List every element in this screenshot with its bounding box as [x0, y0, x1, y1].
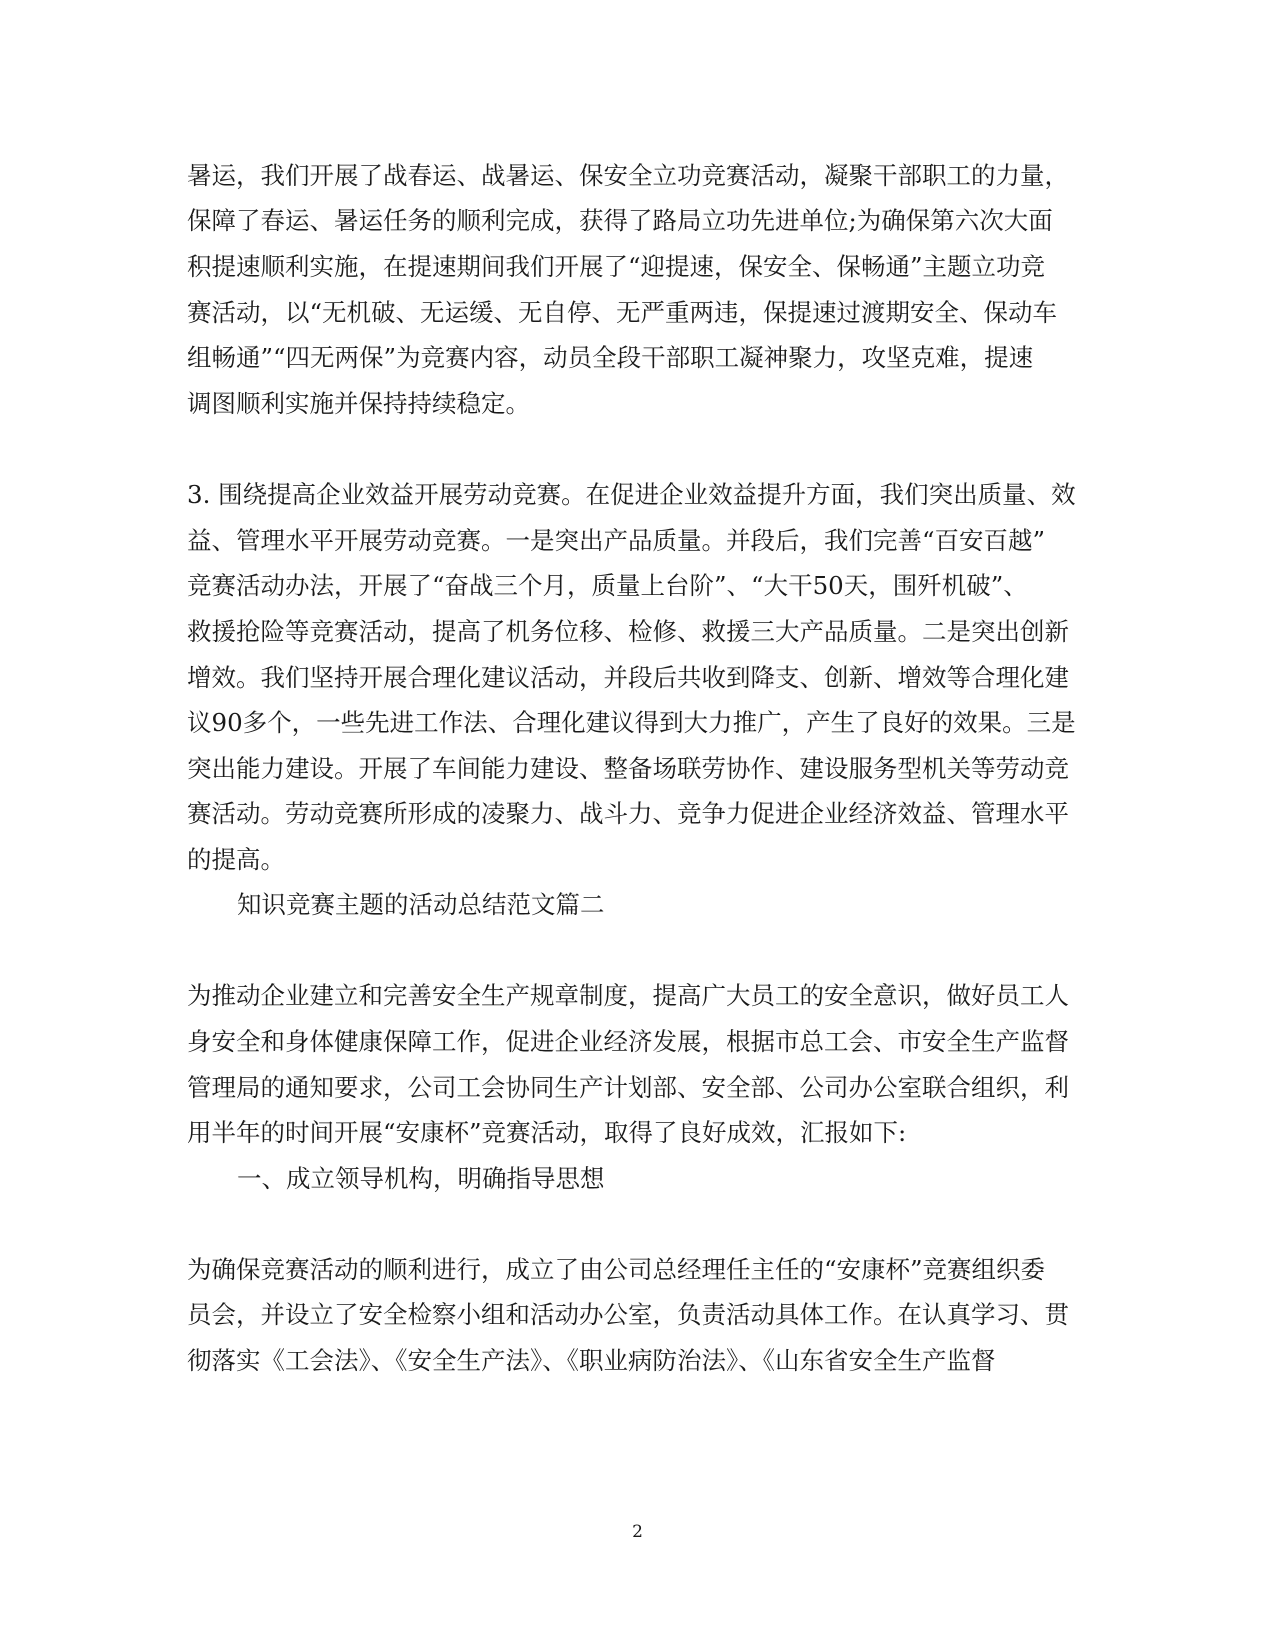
- text-line: 组畅通”“四无两保”为竞赛内容，动员全段干部职工凝神聚力，攻坚克难，提速: [187, 343, 1034, 372]
- text-line: 议90多个，一些先进工作法、合理化建议得到大力推广，产生了良好的效果。三是: [187, 708, 1076, 737]
- page-number: 2: [632, 1522, 643, 1542]
- text-line: 竞赛活动办法，开展了“奋战三个月，质量上台阶”、“大干50天，围歼机破”、: [187, 571, 1028, 600]
- text-line: 益、管理水平开展劳动竞赛。一是突出产品质量。并段后，我们完善“百安百越”: [187, 526, 1046, 555]
- text-line: 救援抢险等竞赛活动，提高了机务位移、检修、救援三大产品质量。二是突出创新: [187, 617, 1069, 646]
- subsection-heading: 一、成立领导机构，明确指导思想: [237, 1164, 605, 1193]
- text-line: 暑运，我们开展了战春运、战暑运、保安全立功竞赛活动，凝聚干部职工的力量，: [187, 161, 1069, 190]
- text-line: 调图顺利实施并保持持续稳定。: [187, 389, 530, 418]
- text-line: 为确保竞赛活动的顺利进行，成立了由公司总经理任主任的“安康杯”竞赛组织委: [187, 1255, 1046, 1284]
- text-line: 为推动企业建立和完善安全生产规章制度，提高广大员工的安全意识，做好员工人: [187, 981, 1069, 1010]
- section-heading: 知识竞赛主题的活动总结范文篇二: [237, 890, 605, 919]
- text-line: 突出能力建设。开展了车间能力建设、整备场联劳协作、建设服务型机关等劳动竞: [187, 754, 1069, 783]
- text-line: 管理局的通知要求，公司工会协同生产计划部、安全部、公司办公室联合组织，利: [187, 1073, 1069, 1102]
- text-line: 赛活动。劳动竞赛所形成的凌聚力、战斗力、竞争力促进企业经济效益、管理水平: [187, 799, 1069, 828]
- text-line: 3. 围绕提高企业效益开展劳动竞赛。在促进企业效益提升方面，我们突出质量、效: [187, 480, 1076, 509]
- text-line: 的提高。: [187, 845, 285, 874]
- text-line: 彻落实《工会法》、《安全生产法》、《职业病防治法》、《山东省安全生产监督: [187, 1346, 996, 1375]
- text-line: 用半年的时间开展“安康杯”竞赛活动，取得了良好成效，汇报如下:: [187, 1118, 907, 1147]
- text-line: 员会，并设立了安全检察小组和活动办公室，负责活动具体工作。在认真学习、贯: [187, 1300, 1069, 1329]
- text-line: 积提速顺利实施，在提速期间我们开展了“迎提速，保安全、保畅通”主题立功竞: [187, 252, 1046, 281]
- text-line: 赛活动，以“无机破、无运缓、无自停、无严重两违，保提速过渡期安全、保动车: [187, 298, 1058, 327]
- text-line: 保障了春运、暑运任务的顺利完成，获得了路局立功先进单位;为确保第六次大面: [187, 206, 1053, 235]
- text-line: 增效。我们坚持开展合理化建议活动，并段后共收到降支、创新、增效等合理化建: [187, 663, 1069, 692]
- text-line: 身安全和身体健康保障工作，促进企业经济发展，根据市总工会、市安全生产监督: [187, 1027, 1069, 1056]
